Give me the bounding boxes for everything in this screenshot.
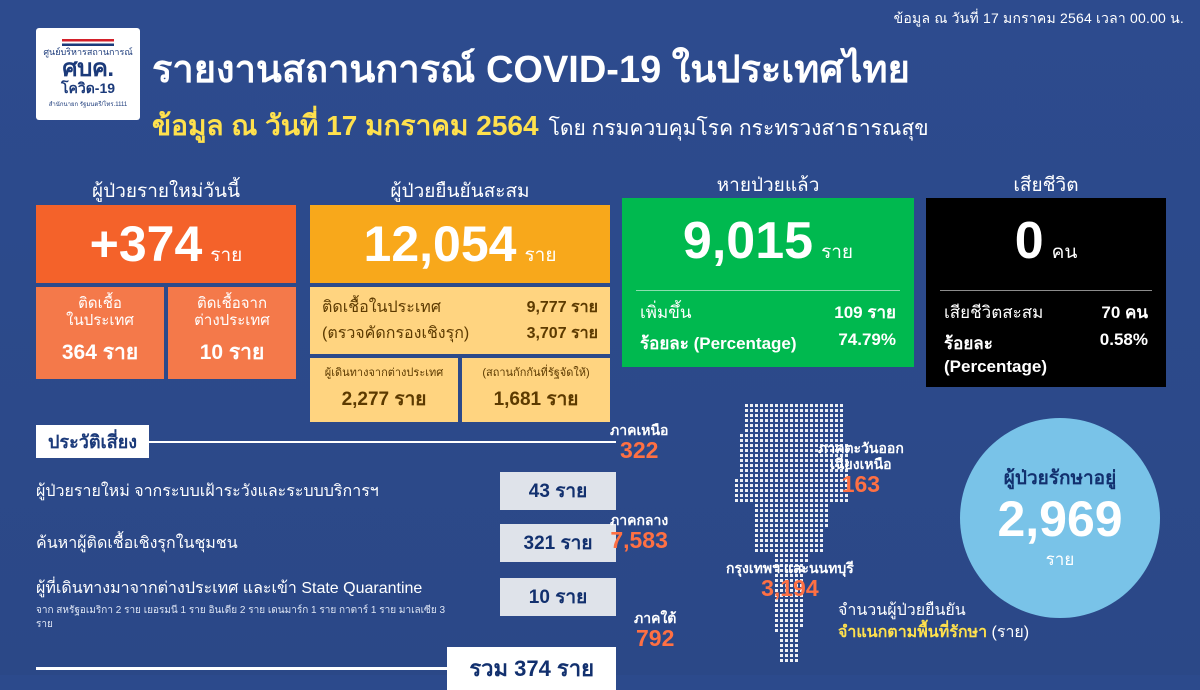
risk-row-quarantine-note: จาก สหรัฐอเมริกา 2 ราย เยอรมนี 1 ราย อินเดีย 2 ราย เดนมาร์ก 1 ราย กาตาร์ 1 ราย มาเลเซีย 3 ราย xyxy=(36,605,446,630)
cumulative-value: 12,054 xyxy=(363,215,517,272)
map-legend xyxy=(838,600,1029,643)
caption-deaths: เสียชีวิต xyxy=(1013,175,1079,196)
cumulative-line-domestic xyxy=(322,295,598,321)
breakdown-imported-label-1: ติดเชื้อจาก xyxy=(196,295,268,312)
logo-acronym: ศบค. xyxy=(62,55,114,83)
region-central xyxy=(610,512,668,553)
cumulative-state-quarantine xyxy=(462,358,610,422)
currently-treating-value: 2,969 xyxy=(997,491,1123,548)
divider xyxy=(940,290,1152,291)
region-northeast xyxy=(818,440,904,497)
card-currently-treating xyxy=(960,418,1160,618)
new-cases-breakdown xyxy=(36,287,296,379)
cumulative-state-quarantine-value: 1,681 ราย xyxy=(493,389,579,411)
report-agency: โดย กรมควบคุมโรค กระทรวงสาธารณสุข xyxy=(548,117,929,140)
recovered-percentage-value: 74.79% xyxy=(838,330,896,349)
deaths-unit: คน xyxy=(1051,242,1078,263)
cumulative-line-active-screening-label: (ตรวจคัดกรองเชิงรุก) xyxy=(322,324,470,342)
logo xyxy=(36,28,140,120)
recovered-increase-label: เพิ่มขึ้น xyxy=(640,303,692,322)
caption-recovered: หายป่วยแล้ว xyxy=(716,175,820,196)
risk-row-active-case-finding-value: 321 ราย xyxy=(500,524,616,562)
risk-row-surveillance-label: ผู้ป่วยรายใหม่ จากระบบเฝ้าระวังและระบบบริการฯ xyxy=(36,482,379,500)
new-cases-value: +374 xyxy=(89,215,203,272)
risk-history-title: ประวัติเสี่ยง xyxy=(36,425,149,458)
risk-row-quarantine-value: 10 ราย xyxy=(500,578,616,616)
cumulative-line-domestic-value: 9,777 ราย xyxy=(526,299,598,316)
card-new-cases xyxy=(36,205,296,379)
recovered-value: 9,015 xyxy=(682,212,814,270)
risk-row-surveillance-value: 43 ราย xyxy=(500,472,616,510)
cumulative-from-abroad xyxy=(310,358,458,422)
region-bangkok-value: 3,194 xyxy=(761,575,819,602)
risk-row-quarantine-label: ผู้ที่เดินทางมาจากต่างประเทศ และเข้า State Quarantine xyxy=(36,580,423,597)
cumulative-from-abroad-value: 2,277 ราย xyxy=(341,389,427,411)
new-cases-unit: ราย xyxy=(210,244,243,266)
cumulative-line-active-screening-value: 3,707 ราย xyxy=(526,324,598,342)
map-legend-line2-text: จำแนกตามพื้นที่รักษา xyxy=(838,623,988,641)
card-deaths xyxy=(926,198,1166,387)
breakdown-imported xyxy=(168,287,296,379)
recovered-increase-value: 109 ราย xyxy=(834,303,896,322)
page-title: รายงานสถานการณ์ COVID-19 ในประเทศไทย xyxy=(152,49,910,91)
risk-history-heading xyxy=(36,425,616,458)
breakdown-domestic-label-1: ติดเชื้อ xyxy=(78,295,122,312)
region-south-value: 792 xyxy=(636,625,675,652)
logo-line1: ศูนย์บริหารสถานการณ์ xyxy=(43,46,133,57)
logo-subtitle: โควิด-19 xyxy=(60,80,116,97)
currently-treating-unit: ราย xyxy=(1045,549,1075,569)
deaths-percentage-row xyxy=(926,328,1166,379)
region-north-label: ภาคเหนือ xyxy=(610,422,669,438)
cumulative-lines xyxy=(310,287,610,354)
region-central-value: 7,583 xyxy=(610,527,668,554)
breakdown-imported-value: 10 ราย xyxy=(199,340,265,364)
total-rule xyxy=(36,667,447,670)
new-cases-value-box xyxy=(36,205,296,283)
report-timestamp: ข้อมูล ณ วันที่ 17 มกราคม 2564 เวลา 00.00 น. xyxy=(893,10,1184,26)
deaths-percentage-label: ร้อยละ (Percentage) xyxy=(944,334,1047,376)
breakdown-domestic-label-2: ในประเทศ xyxy=(66,312,134,330)
breakdown-domestic-value: 364 ราย xyxy=(61,340,139,364)
deaths-percentage-value: 0.58% xyxy=(1099,330,1148,349)
risk-total-value: รวม 374 ราย xyxy=(447,647,616,690)
recovered-percentage-row xyxy=(622,328,914,359)
risk-row-surveillance xyxy=(36,472,616,510)
breakdown-imported-label-2: ต่างประเทศ xyxy=(194,312,270,330)
region-northeast-label-2: เฉียงเหนือ xyxy=(830,456,892,473)
deaths-total-row xyxy=(926,297,1166,328)
cumulative-from-abroad-label: ผู้เดินทางจากต่างประเทศ xyxy=(324,367,444,380)
deaths-total-value: 70 คน xyxy=(1101,303,1148,322)
risk-row-active-case-finding xyxy=(36,524,616,562)
risk-row-active-case-finding-label: ค้นหาผู้ติดเชื้อเชิงรุกในชุมชน xyxy=(36,534,238,552)
recovered-value-box xyxy=(622,198,914,284)
card-recovered xyxy=(622,198,914,367)
cumulative-line-active-screening xyxy=(322,321,598,347)
map-legend-unit: (ราย) xyxy=(991,623,1030,641)
cumulative-value-box xyxy=(310,205,610,283)
map-legend-line2 xyxy=(838,622,1029,644)
region-north xyxy=(610,422,668,463)
cumulative-state-quarantine-label: (สถานกักกันที่รัฐจัดให้) xyxy=(482,367,590,380)
map-legend-line1: จำนวนผู้ป่วยยืนยัน xyxy=(838,602,966,619)
cumulative-unit: ราย xyxy=(524,244,557,266)
region-bangkok-label: กรุงเทพฯ และนนทบุรี xyxy=(726,560,854,576)
currently-treating-label: ผู้ป่วยรักษาอยู่ xyxy=(1003,468,1117,490)
divider xyxy=(636,290,900,291)
risk-row-quarantine-text xyxy=(36,576,500,631)
logo-footnote: สำนักนายก รัฐมนตรี/โทร.1111 xyxy=(48,102,128,109)
recovered-unit: ราย xyxy=(821,242,854,263)
region-south xyxy=(634,610,676,651)
region-central-label: ภาคกลาง xyxy=(610,512,669,528)
breakdown-domestic xyxy=(36,287,164,379)
region-north-value: 322 xyxy=(620,437,659,464)
caption-new-cases: ผู้ป่วยรายใหม่วันนี้ xyxy=(92,181,240,202)
risk-row-quarantine xyxy=(36,576,616,631)
report-date: ข้อมูล ณ วันที่ 17 มกราคม 2564 xyxy=(152,110,539,141)
region-northeast-label-1: ภาคตะวันออก xyxy=(818,440,904,456)
risk-total-row xyxy=(36,647,616,690)
deaths-total-label: เสียชีวิตสะสม xyxy=(944,303,1044,322)
caption-cumulative: ผู้ป่วยยืนยันสะสม xyxy=(390,181,530,202)
region-northeast-value: 163 xyxy=(841,471,881,498)
region-bangkok xyxy=(726,560,854,601)
risk-history-section xyxy=(36,425,616,690)
cumulative-small-boxes xyxy=(310,358,610,422)
region-south-label: ภาคใต้ xyxy=(634,610,677,626)
thai-flag-icon xyxy=(62,39,114,46)
cumulative-line-domestic-label: ติดเชื้อในประเทศ xyxy=(322,299,441,316)
deaths-value-box xyxy=(926,198,1166,284)
card-cumulative xyxy=(310,205,610,422)
page-subtitle xyxy=(152,104,929,148)
heading-rule xyxy=(149,441,616,443)
recovered-percentage-label: ร้อยละ (Percentage) xyxy=(640,334,797,353)
deaths-value: 0 xyxy=(1014,212,1044,270)
recovered-increase-row xyxy=(622,297,914,328)
